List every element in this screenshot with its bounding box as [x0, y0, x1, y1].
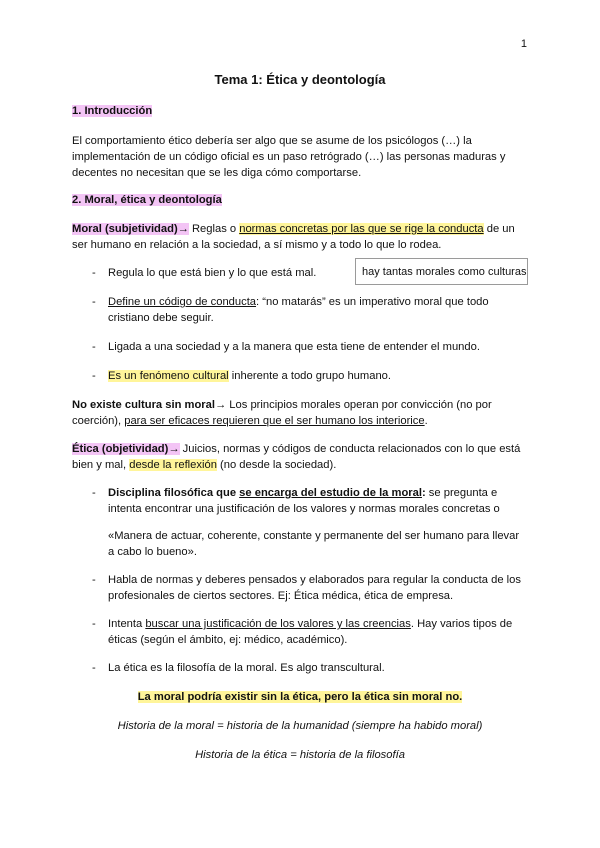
moral-bullet-4-highlight: Es un fenómeno cultural [108, 370, 229, 382]
etica-bullet-1-bold: Disciplina filosófica que [108, 487, 240, 499]
moral-section-heading-text: 2. Moral, ética y deontología [72, 194, 222, 206]
moral-bullet-4-rest: inherente a todo grupo humano. [228, 370, 391, 382]
moral-bullet-2-rest: : “no matarás” es un imperativo moral que todo cristiano debe seguir. [108, 296, 489, 324]
intro-paragraph: El comportamiento ético debería ser algo que se asume de los psicólogos (…) la implementación de un código oficial es un paso retrógrado (…) las personas maduras y decentes no necesitan que se les diga cómo comportarse. [72, 135, 506, 179]
bullet-dash-icon: - [92, 341, 96, 353]
etica-term: Ética (objetividad) [72, 443, 169, 455]
intro-heading-text: 1. Introducción [72, 105, 153, 117]
etica-bullet-1-rest: se pregunta e intenta encontrar una justificación de los valores y normas morales concretas o [108, 487, 500, 515]
document-title: Tema 1: Ética y deontología [214, 72, 386, 87]
bullet-dash-icon: - [92, 267, 96, 279]
moral-bullet-2-underline: Define un código de conducta [108, 296, 257, 308]
bullet-dash-icon: - [92, 618, 96, 630]
arrow-icon: → [215, 399, 227, 411]
moral-section-heading [72, 192, 528, 208]
page-number: 1 [520, 38, 527, 50]
history-moral: Historia de la moral = historia de la humanidad (siempre ha habido moral) [117, 720, 483, 732]
etica-bullet-3-b: . Hay varios tipos de éticas (según el ámbito, ej: médico, académico). [108, 618, 513, 646]
history-etica: Historia de la ética = historia de la filosofía [195, 749, 405, 761]
moral-term: Moral (subjetividad) [72, 223, 178, 235]
etica-bullet-4-text: La ética es la filosofía de la moral. Es algo transcultural. [108, 662, 385, 674]
etica-bullet-3-a: Intenta [108, 618, 146, 630]
cultura-paragraph [72, 397, 528, 429]
etica-quote-text: «Manera de actuar, coherente, constante y permanente del ser humano para llevar a cabo lo bueno». [108, 530, 520, 558]
conclusion [0, 689, 600, 705]
cultura-text-b: . [424, 415, 428, 427]
moral-bullet-3-text: Ligada a una sociedad y a la manera que esta tiene de entender el mundo. [108, 341, 480, 353]
etica-bullet-3-text [108, 616, 528, 648]
etica-bullet-3-underline: buscar una justificación de los valores y las creencias [145, 618, 411, 630]
etica-bullet-2-text: Habla de normas y deberes pensados y elaborados para regular la conducta de los profesionales de ciertos sectores. Ej: Ética médica, ética de empresa. [108, 574, 521, 602]
intro-heading [72, 103, 528, 119]
cultura-underline: para ser eficaces requieren que el ser humano los interiorice [124, 415, 425, 427]
bullet-dash-icon: - [92, 574, 96, 586]
bullet-dash-icon: - [92, 296, 96, 308]
moral-highlight: normas concretas por las que se rige la conducta [239, 223, 484, 235]
etica-bullet-1-text [108, 485, 528, 517]
moral-bullet-4-text [108, 368, 528, 384]
conclusion-text: La moral podría existir sin la ética, pero la ética sin moral no. [137, 691, 463, 703]
arrow-icon: → [168, 443, 180, 455]
side-note-box: hay tantas morales como culturas [355, 258, 528, 285]
bullet-dash-icon: - [92, 662, 96, 674]
moral-text-a: Reglas o [188, 223, 240, 235]
etica-definition [72, 441, 528, 473]
arrow-icon: → [177, 223, 189, 235]
cultura-text-a: Los principios morales operan por convicción (no por coerción), [72, 399, 492, 427]
bullet-dash-icon: - [92, 370, 96, 382]
bullet-dash-icon: - [92, 487, 96, 499]
etica-bullet-1-bold-underline: se encarga del estudio de la moral [239, 487, 422, 499]
moral-definition [72, 221, 528, 253]
etica-highlight: desde la reflexión [129, 459, 217, 471]
moral-bullet-2-text [108, 294, 528, 326]
etica-bullet-1-colon: : [421, 487, 426, 499]
etica-text-a: Juicios, normas y códigos de conducta relacionados con lo que está bien y mal, [72, 443, 521, 471]
moral-text-b: de un ser humano en relación a la sociedad, a sí mismo y a todo lo que lo rodea. [72, 223, 515, 251]
etica-text-b: (no desde la sociedad). [216, 459, 337, 471]
moral-bullet-1-text: Regula lo que está bien y lo que está mal. [108, 267, 317, 279]
cultura-term: No existe cultura sin moral [72, 399, 215, 411]
